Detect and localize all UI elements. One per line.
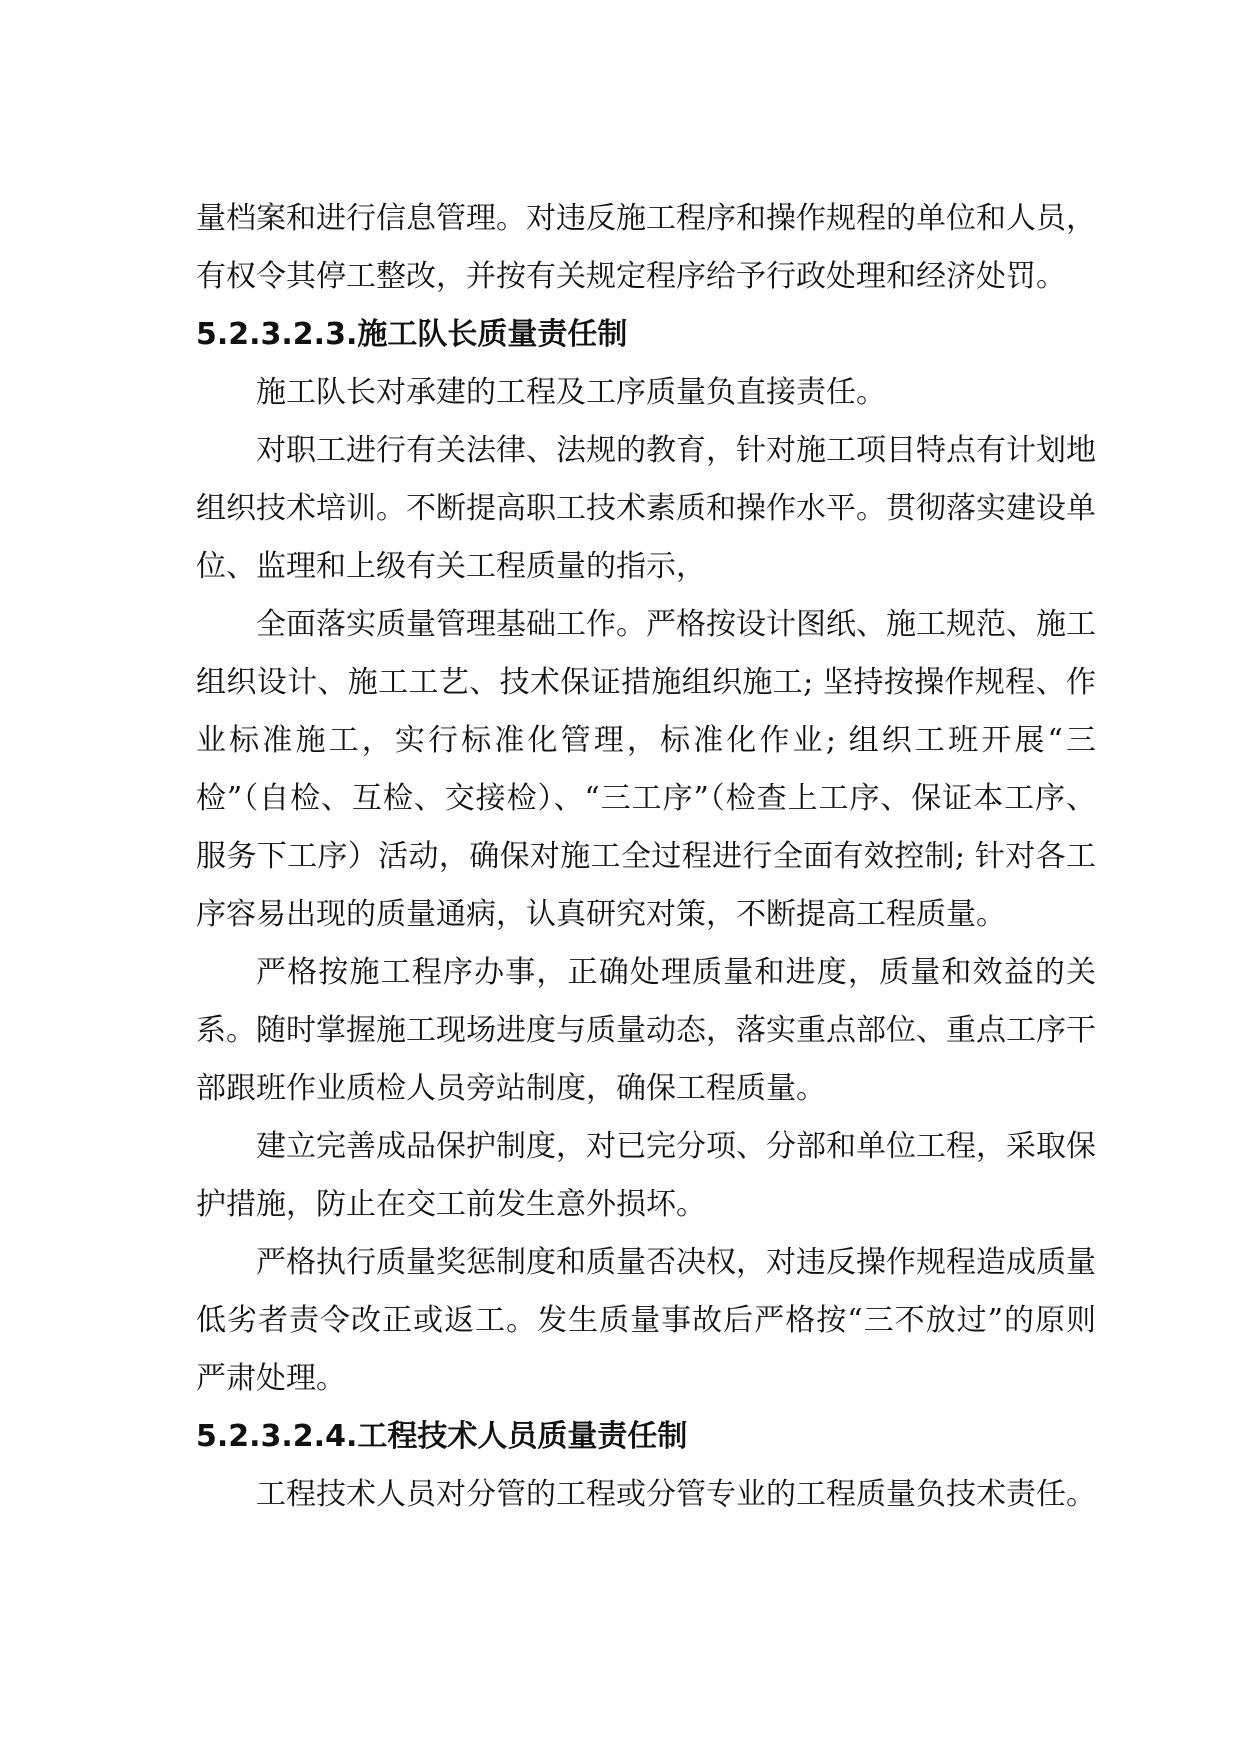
section-heading-5-2-3-2-3: 5.2.3.2.3.施工队长质量责任制	[196, 317, 628, 352]
paragraph-continued: 量档案和进行信息管理。对违反施工程序和操作规程的单位和人员，有权令其停工整改，并按有关规定程序给予行政处理和经济处罚。	[196, 201, 1096, 294]
paragraph-reward-penalty: 严格执行质量奖惩制度和质量否决权，对违反操作规程造成质量低劣者责令改正或返工。发生质量事故后严格按“三不放过”的原则严肃处理。	[196, 1245, 1096, 1396]
section-heading-5-2-3-2-4: 5.2.3.2.4.工程技术人员质量责任制	[196, 1419, 688, 1454]
paragraph-technical-staff-responsibility: 工程技术人员对分管的工程或分管专业的工程质量负技术责任。	[256, 1477, 1096, 1512]
paragraph-product-protection: 建立完善成品保护制度，对已完分项、分部和单位工程，采取保护措施，防止在交工前发生意外损坏。	[196, 1129, 1096, 1222]
document-body	[196, 190, 1096, 1524]
paragraph-team-leader-responsibility: 施工队长对承建的工程及工序质量负直接责任。	[256, 375, 886, 410]
paragraph-quality-management: 全面落实质量管理基础工作。严格按设计图纸、施工规范、施工组织设计、施工工艺、技术保证措施组织施工; 坚持按操作规程、作业标准施工，实行标准化管理，标准化作业; 组织工班开展“三检”（自检、互检、交接检）、“三工序”（检查上工序、保证本工序、服务下工序）活动，确保对施工全过程进行全面有效控制; 针对各工序容易出现的质量通病，认真研究对策，不断提高工程质量。	[196, 607, 1096, 932]
paragraph-construction-procedure: 严格按施工程序办事，正确处理质量和进度，质量和效益的关系。随时掌握施工现场进度与质量动态，落实重点部位、重点工序干部跟班作业质检人员旁站制度，确保工程质量。	[196, 955, 1096, 1106]
paragraph-staff-training: 对职工进行有关法律、法规的教育，针对施工项目特点有计划地组织技术培训。不断提高职工技术素质和操作水平。贯彻落实建设单位、监理和上级有关工程质量的指示，	[196, 433, 1096, 584]
